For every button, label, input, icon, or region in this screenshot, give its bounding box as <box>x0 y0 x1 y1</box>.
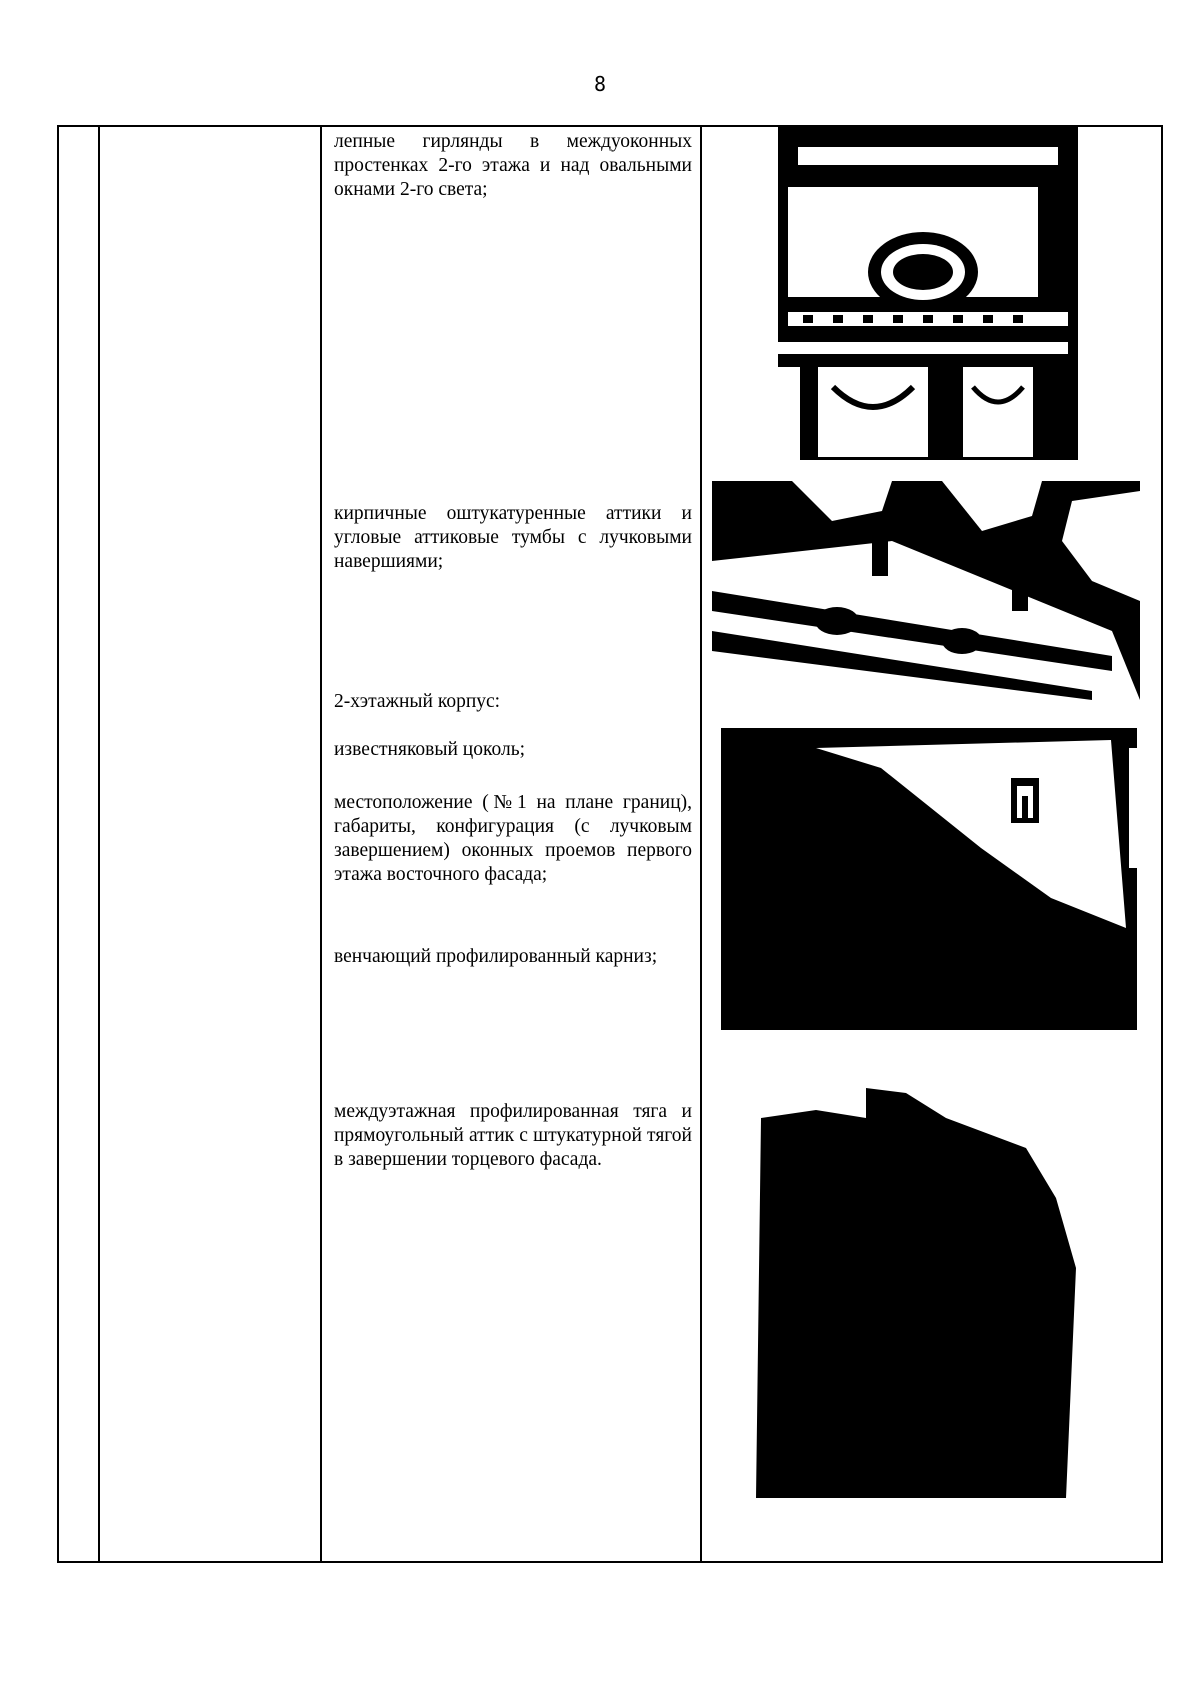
element-description: 2-хэтажный корпус: <box>334 691 501 712</box>
element-description: кирпичные оштукатуренные аттики и угловые аттиковые тумбы с лучковыми навершиями; <box>334 503 692 572</box>
element-description: лепные гирлянды в междуоконных простенках 2-го этажа и над овальными окнами 2-го света; <box>334 131 692 200</box>
table-bottom-border <box>57 1561 1163 1563</box>
table-border-col-4 <box>1161 125 1163 1563</box>
table-border-col-3 <box>700 125 702 1563</box>
table-border-col-2 <box>320 125 322 1563</box>
attics-photo <box>712 481 1140 700</box>
element-description: междуэтажная профилированная тяга и прямоугольный аттик с штукатурной тягой в завершении торцевого фасада. <box>334 1101 692 1170</box>
element-description: местоположение (№1 на плане границ), габариты, конфигурация (с лучковым завершением) оконных проемов первого этажа восточного фасада; <box>334 792 692 885</box>
end-facade-photo <box>756 1088 1094 1498</box>
page-number: 8 <box>593 72 607 96</box>
element-description: венчающий профилированный карниз; <box>334 946 658 967</box>
element-description: известняковый цоколь; <box>334 739 526 760</box>
table-border-col-1 <box>98 125 100 1563</box>
facade-garlands-photo <box>778 127 1078 460</box>
table-border-col-0 <box>57 125 59 1563</box>
east-facade-photo <box>721 728 1137 1030</box>
